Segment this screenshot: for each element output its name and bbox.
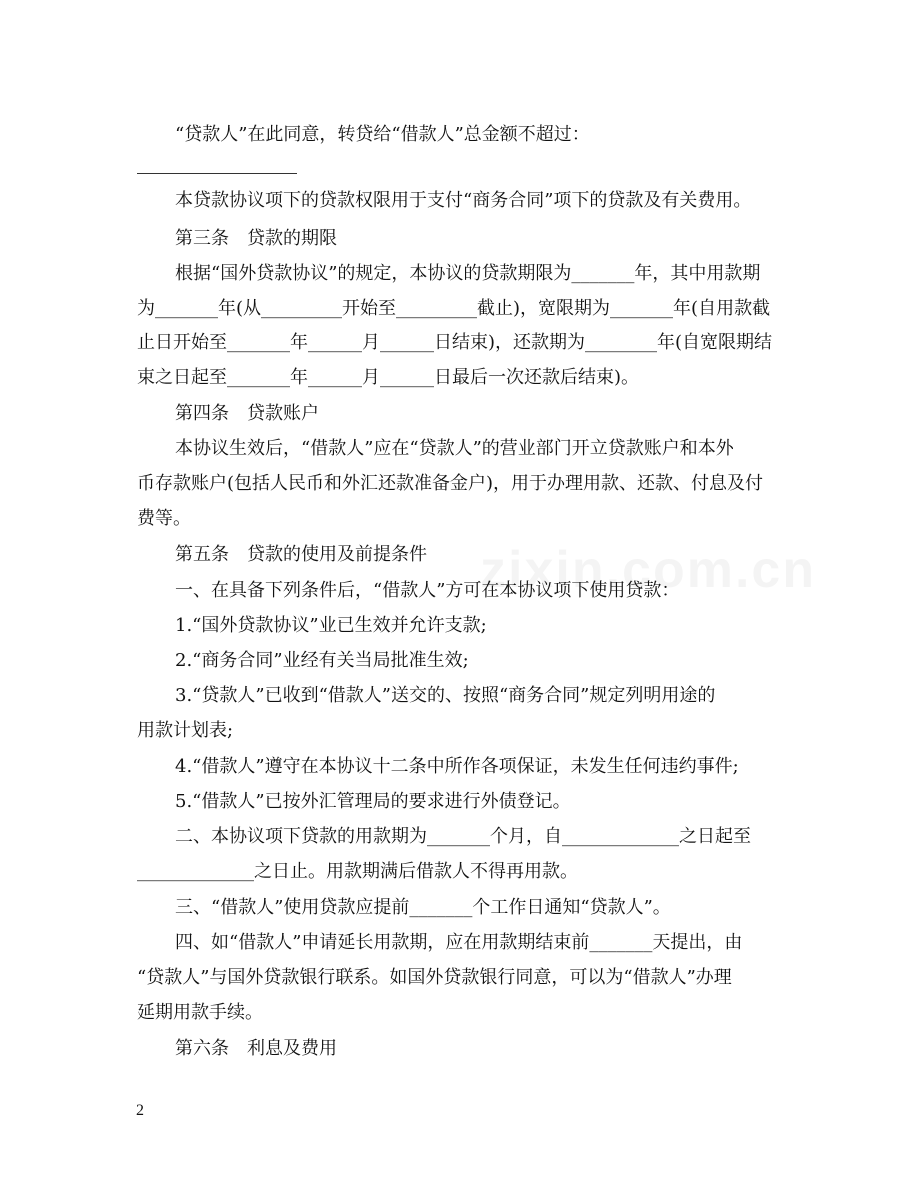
list-item: 3.“贷款人”已收到“借款人”送交的、按照“商务合同”规定列明用途的 [175,685,716,706]
paragraph-line: _____________之日止。用款期满后借款人不得再用款。 [137,861,578,882]
list-item: 4.“借款人”遵守在本协议十二条中所作各项保证，未发生任何违约事件; [175,756,739,777]
paragraph-line: “贷款人”在此同意，转贷给“借款人”总金额不超过： [175,124,590,145]
paragraph-line: 根据“国外贷款协议”的规定，本协议的贷款期限为_______年，其中用款期 [175,263,761,284]
paragraph-line: 束之日起至_______年______月______日最后一次还款后结束)。 [137,367,640,388]
paragraph-line: “贷款人”与国外贷款银行联系。如国外贷款银行同意，可以为“借款人”办理 [137,967,732,988]
paragraph-line: 费等。 [137,508,191,529]
section-heading: 第三条 贷款的期限 [175,228,337,249]
section-heading: 第六条 利息及费用 [175,1038,337,1059]
page-number: 2 [136,1102,144,1119]
list-item: 2.“商务合同”业经有关当局批准生效; [175,650,469,671]
paragraph-line: 本贷款协议项下的贷款权限用于支付“商务合同”项下的贷款及有关费用。 [175,190,752,211]
paragraph-line: 一、在具备下列条件后，“借款人”方可在本协议项下使用贷款： [175,580,680,601]
paragraph-line: 币存款账户(包括人民币和外汇还款准备金户)，用于办理用款、还款、付息及付 [137,473,764,494]
paragraph-line: 二、本协议项下贷款的用款期为_______个月，自_____________之日起至 [175,826,751,847]
list-item: 5.“借款人”已按外汇管理局的要求进行外债登记。 [175,791,571,812]
paragraph-line: 三、“借款人”使用贷款应提前_______个工作日通知“贷款人”。 [175,897,671,918]
blank-underline [137,173,297,174]
paragraph-line: 止日开始至_______年______月______日结束)，还款期为________年(自宽限期结 [137,332,773,353]
paragraph-line: 延期用款手续。 [137,1002,263,1023]
paragraph-line: 为_______年(从_________开始至_________截止)，宽限期为_______年(自用款截 [137,298,771,319]
section-heading: 第四条 贷款账户 [175,403,319,424]
section-heading: 第五条 贷款的使用及前提条件 [175,544,427,565]
paragraph-line: 四、如“借款人”申请延长用款期，应在用款期结束前_______天提出，由 [175,932,743,953]
paragraph-line: 用款计划表; [137,720,234,741]
list-item: 1.“国外贷款协议”业已生效并允许支款; [175,615,487,636]
paragraph-line: 本协议生效后，“借款人”应在“贷款人”的营业部门开立贷款账户和本外 [175,438,734,459]
